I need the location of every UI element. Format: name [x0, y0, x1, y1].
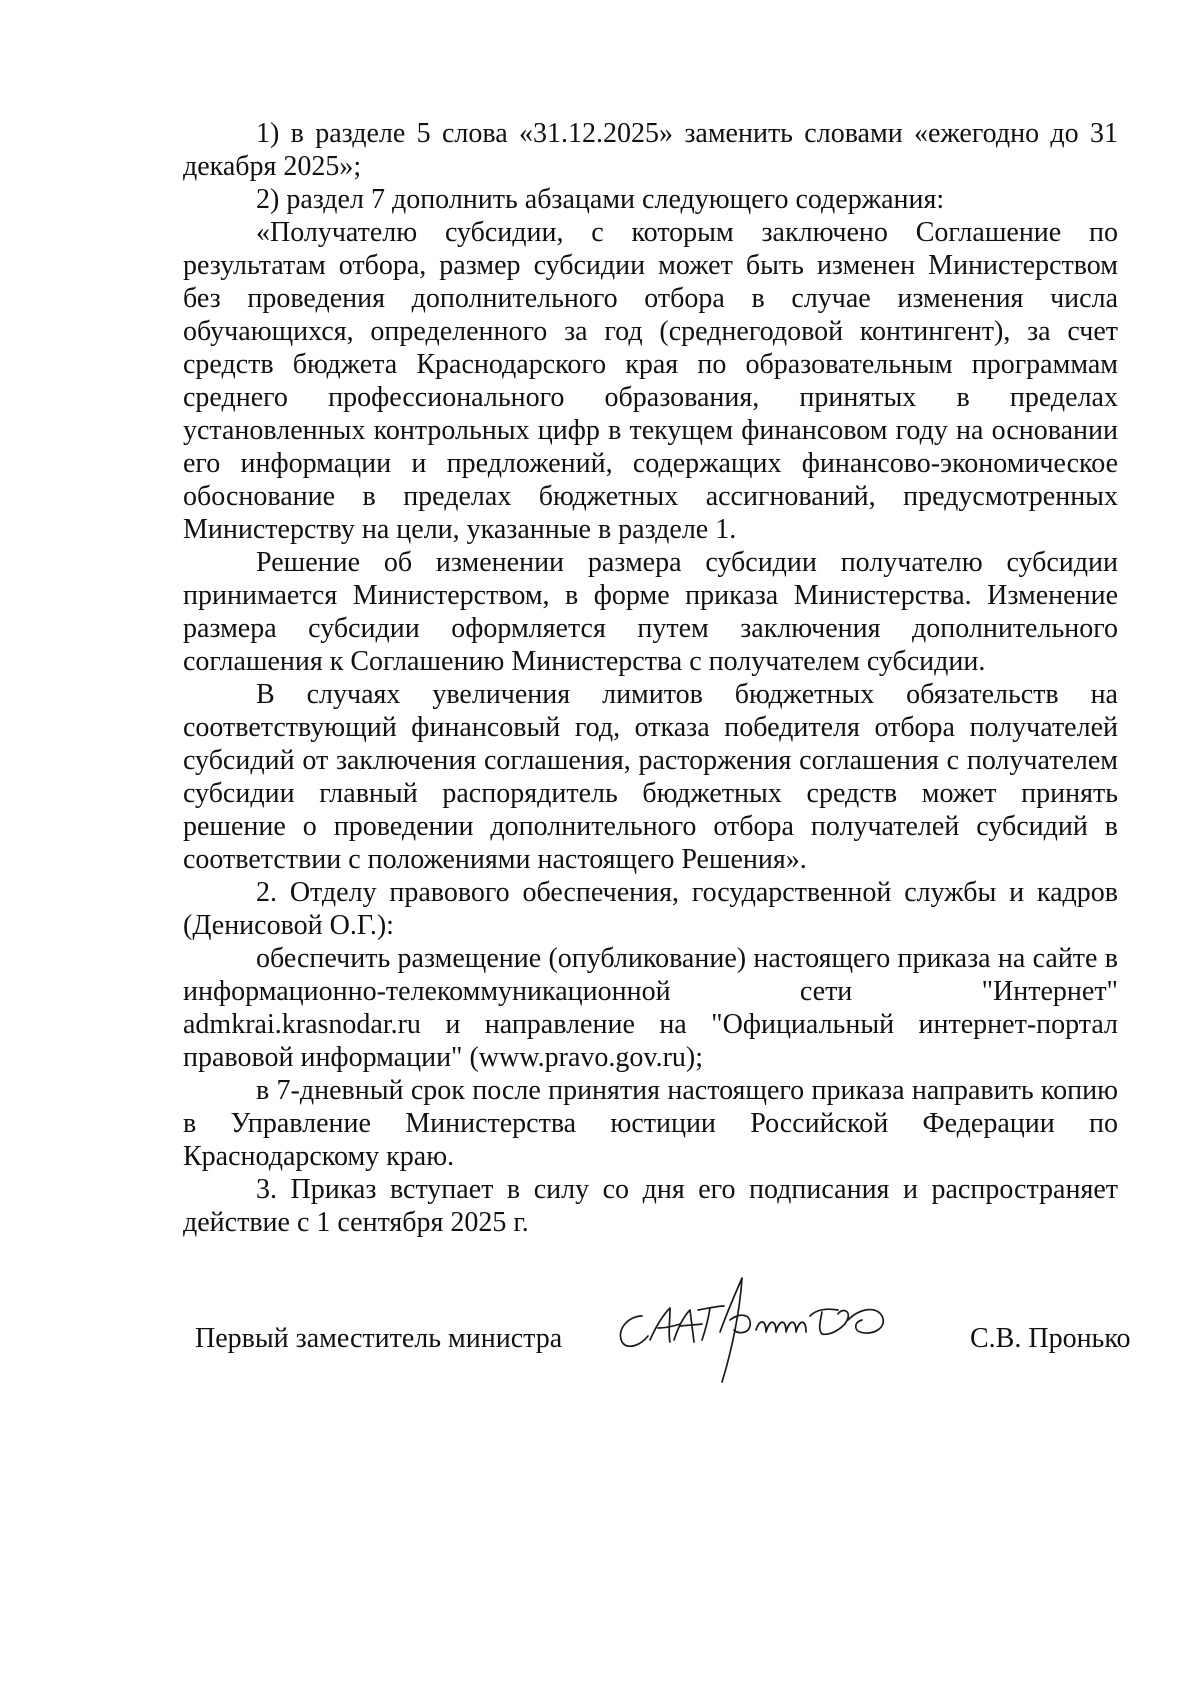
paragraph-item-1-section-5: 1) в разделе 5 слова «31.12.2025» заменить словами «ежегодно до 31 декабря 2025»;: [183, 118, 1118, 182]
paragraph-subsidy-change: «Получателю субсидии, с которым заключено Соглашение по результатам отбора, размер субсидии может быть изменен Министерством без проведения дополнительного отбора в случае изменения числа обучающихся, определенного за год (среднегодовой контингент), за счет средств бюджета Краснодарского края по образовательным программам среднего профессионального образования, принятых в пределах установленных контрольных цифр в текущем финансовом году на основании его информации и предложений, содержащих финансово-экономическое обоснование в пределах бюджетных ассигнований, предусмотренных Министерству на цели, указанные в разделе 1.: [183, 217, 1118, 545]
signatory-name: С.В. Пронько: [970, 1323, 1131, 1354]
paragraph-legal-department: 2. Отделу правового обеспечения, государственной службы и кадров (Денисовой О.Г.):: [183, 877, 1118, 941]
paragraph-additional-selection: В случаях увеличения лимитов бюджетных обязательств на соответствующий финансовый год, отказа победителя отбора получателей субсидий от заключения соглашения, расторжения соглашения с получателем субсидии главный распорядитель бюджетных средств может принять решение о проведении дополнительного отбора получателей субсидий в соответствии с положениями настоящего Решения».: [183, 679, 1118, 875]
paragraph-copy-ministry-justice: в 7-дневный срок после принятия настоящего приказа направить копию в Управление Министерства юстиции Российской Федерации по Краснодарскому краю.: [183, 1075, 1118, 1172]
paragraph-item-2-section-7: 2) раздел 7 дополнить абзацами следующего содержания:: [256, 184, 945, 215]
handwritten-signature: [610, 1270, 910, 1390]
paragraph-decision-order: Решение об изменении размера субсидии получателю субсидии принимается Министерством, в форме приказа Министерства. Изменение размера субсидии оформляется путем заключения дополнительного соглашения к Соглашению Министерства с получателем субсидии.: [183, 547, 1118, 677]
paragraph-effective-date: 3. Приказ вступает в силу со дня его подписания и распространяет действие с 1 сентября 2025 г.: [183, 1174, 1118, 1238]
document-body: [183, 117, 1118, 1239]
paragraph-publication: обеспечить размещение (опубликование) настоящего приказа на сайте в информационно-телекоммуникационной сети "Интернет" admkrai.krasnodar.ru и направление на "Официальный интернет-портал правовой информации" (www.pravo.gov.ru);: [183, 943, 1118, 1073]
signature-block: [0, 1298, 1200, 1418]
signatory-position: Первый заместитель министра: [195, 1323, 563, 1354]
